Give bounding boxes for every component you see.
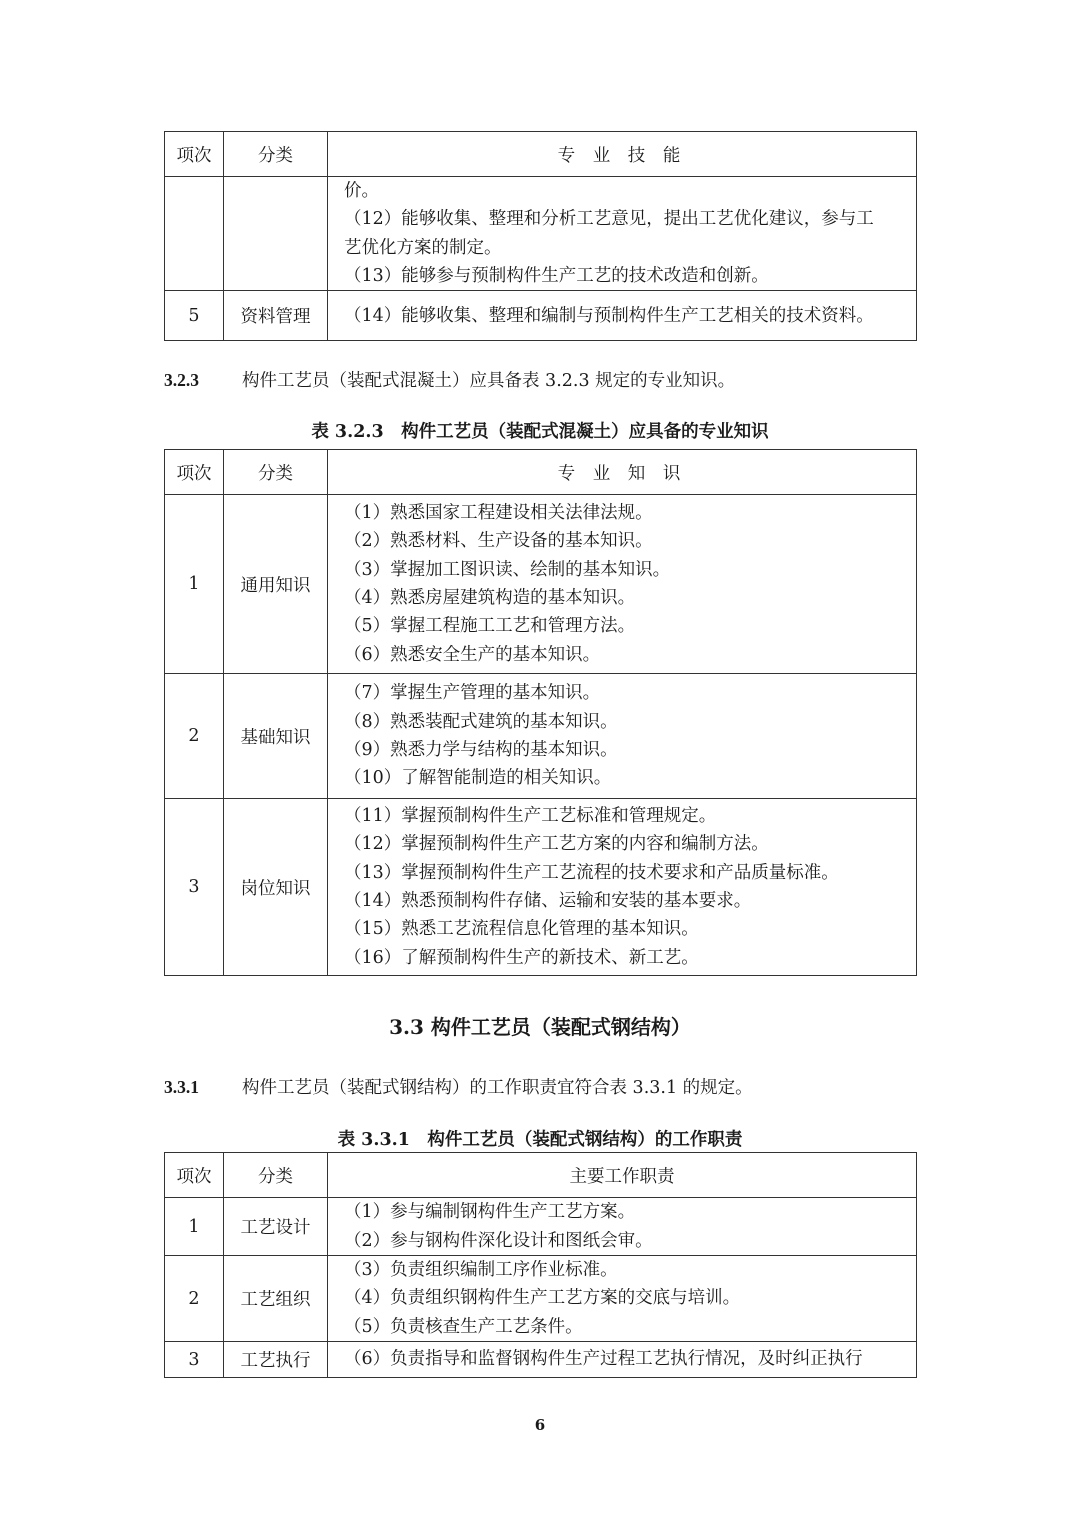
paragraph-3-3-1	[164, 1074, 753, 1099]
paragraph-3-2-3	[164, 367, 735, 392]
table-header-row	[165, 1153, 917, 1198]
table-row	[165, 674, 917, 799]
table-header-row	[165, 132, 917, 177]
content-line: （8）熟悉装配式建筑的基本知识。	[344, 711, 618, 732]
row-content	[328, 495, 917, 674]
row-content	[328, 1198, 917, 1256]
content-line: （5）负责核查生产工艺条件。	[344, 1316, 583, 1337]
content-line: （11）掌握预制构件生产工艺标准和管理规定。	[344, 806, 717, 827]
content-line: （3）掌握加工图识读、绘制的基本知识。	[344, 559, 671, 580]
header-knowledge: 专 业 知 识	[328, 450, 917, 495]
content-line: （9）熟悉力学与结构的基本知识。	[344, 740, 618, 760]
content-line: （16）了解预制构件生产的新技术、新工艺。	[344, 947, 699, 968]
content-line: （2）参与钢构件深化设计和图纸会审。	[344, 1230, 653, 1251]
table-row	[165, 1198, 917, 1256]
content-line: （7）掌握生产管理的基本知识。	[344, 683, 601, 704]
row-content	[328, 177, 917, 291]
row-category: 工艺组织	[224, 1256, 328, 1342]
row-content	[328, 1342, 917, 1378]
row-no	[165, 177, 224, 291]
header-duties: 主要工作职责	[328, 1153, 917, 1198]
header-category: 分类	[224, 450, 328, 495]
content-line: （13）能够参与预制构件生产工艺的技术改造和创新。	[344, 265, 769, 286]
row-no: 2	[165, 1256, 224, 1342]
content-line: 艺优化方案的制定。	[344, 237, 502, 258]
row-category: 岗位知识	[224, 799, 328, 976]
table-row	[165, 495, 917, 674]
header-item-no: 项次	[165, 132, 224, 177]
row-content	[328, 291, 917, 341]
row-no: 1	[165, 1198, 224, 1256]
content-line: （12）掌握预制构件生产工艺方案的内容和编制方法。	[344, 834, 769, 855]
content-line: （2）熟悉材料、生产设备的基本知识。	[344, 531, 653, 552]
table-row	[165, 799, 917, 976]
section-title-3-3: 3.3 构件工艺员（装配式钢结构）	[389, 1015, 691, 1039]
row-no: 3	[165, 1342, 224, 1378]
content-line: （15）熟悉工艺流程信息化管理的基本知识。	[344, 919, 699, 940]
table-row	[165, 177, 917, 291]
row-category: 基础知识	[224, 674, 328, 799]
content-line: （4）熟悉房屋建筑构造的基本知识。	[344, 588, 636, 608]
knowledge-table	[164, 449, 917, 976]
content-line: （13）掌握预制构件生产工艺流程的技术要求和产品质量标准。	[344, 862, 839, 883]
row-no: 1	[165, 495, 224, 674]
row-category: 资料管理	[224, 291, 328, 341]
clause-number: 3.2.3	[164, 370, 199, 390]
table-caption-3-2-3: 表 3.2.3 构件工艺员（装配式混凝土）应具备的专业知识	[311, 422, 769, 442]
row-no: 3	[165, 799, 224, 976]
content-line: （6）熟悉安全生产的基本知识。	[344, 644, 601, 665]
content-line: （1）参与编制钢构件生产工艺方案。	[344, 1202, 636, 1223]
content-line: （14）熟悉预制构件存储、运输和安装的基本要求。	[344, 891, 752, 911]
content-line: （3）负责组织编制工序作业标准。	[344, 1260, 618, 1281]
duties-table	[164, 1152, 917, 1378]
row-no: 2	[165, 674, 224, 799]
clause-number: 3.3.1	[164, 1077, 199, 1097]
content-line: （10）了解智能制造的相关知识。	[344, 768, 612, 789]
row-category: 工艺设计	[224, 1198, 328, 1256]
skills-table	[164, 131, 917, 341]
row-category: 工艺执行	[224, 1342, 328, 1378]
row-no: 5	[165, 291, 224, 341]
page-number: 6	[534, 1416, 546, 1434]
clause-text: 构件工艺员（装配式混凝土）应具备表 3.2.3 规定的专业知识。	[242, 371, 736, 391]
row-category	[224, 177, 328, 291]
header-item-no: 项次	[165, 1153, 224, 1198]
table-row	[165, 291, 917, 341]
row-content	[328, 674, 917, 799]
content-line: （5）掌握工程施工工艺和管理方法。	[344, 616, 636, 637]
table-header-row	[165, 450, 917, 495]
content-line: （1）熟悉国家工程建设相关法律法规。	[344, 503, 653, 524]
content-line: （4）负责组织钢构件生产工艺方案的交底与培训。	[344, 1288, 741, 1309]
header-skills: 专 业 技 能	[328, 132, 917, 177]
header-category: 分类	[224, 132, 328, 177]
table-row	[165, 1342, 917, 1378]
table-row	[165, 1256, 917, 1342]
header-item-no: 项次	[165, 450, 224, 495]
row-content	[328, 1256, 917, 1342]
content-line: （6）负责指导和监督钢构件生产过程工艺执行情况，及时纠正执行	[344, 1349, 863, 1370]
content-line: 价。	[344, 181, 379, 201]
clause-text: 构件工艺员（装配式钢结构）的工作职责宜符合表 3.3.1 的规定。	[242, 1078, 753, 1098]
row-content	[328, 799, 917, 976]
content-line: （14）能够收集、整理和编制与预制构件生产工艺相关的技术资料。	[344, 305, 874, 326]
content-line: （12）能够收集、整理和分析工艺意见，提出工艺优化建议，参与工	[344, 209, 874, 230]
row-category: 通用知识	[224, 495, 328, 674]
table-caption-3-3-1: 表 3.3.1 构件工艺员（装配式钢结构）的工作职责	[337, 1130, 743, 1150]
header-category: 分类	[224, 1153, 328, 1198]
